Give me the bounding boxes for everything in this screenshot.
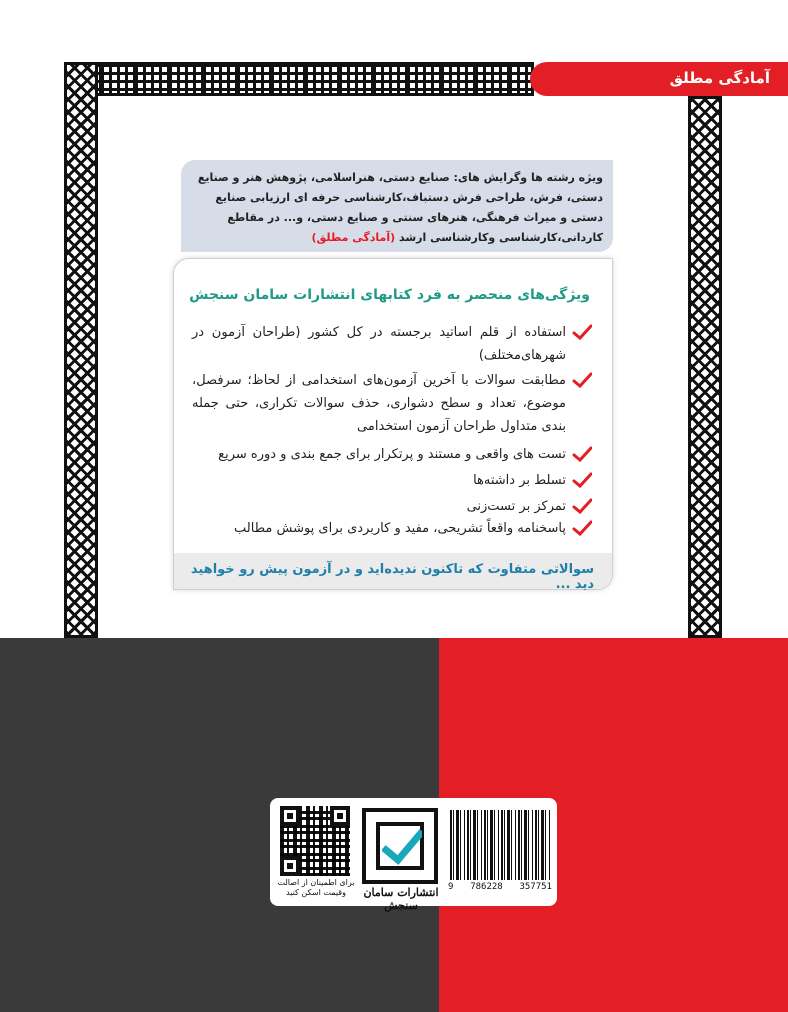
feature-item <box>192 517 592 540</box>
feature-text: پاسخنامه واقعاً تشریحی، مفید و کاربردی برای پوشش مطالب <box>234 521 566 536</box>
qr-caption: برای اطمینان از اصالت وقیمت اسکن کنید <box>277 878 355 897</box>
feature-item <box>192 443 592 466</box>
features-title: ویژگی‌های منحصر به فرد کتابهای انتشارات سامان سنجش <box>189 287 590 303</box>
isbn-number <box>448 882 552 892</box>
slogan-bar <box>174 553 612 592</box>
publisher-name: انتشارات سامان سنجش <box>363 886 439 912</box>
feature-text: تمرکز بر تست‌زنی <box>466 499 566 514</box>
check-icon <box>572 496 592 516</box>
publisher-logo <box>362 808 438 884</box>
isbn-part: 786228 <box>470 882 503 892</box>
feature-text: تسلط بر داشته‌ها <box>473 473 566 488</box>
qr-finder-icon <box>280 806 300 826</box>
frame-top-border <box>64 62 534 96</box>
check-icon <box>572 518 592 538</box>
feature-item <box>192 495 592 518</box>
back-label-card <box>270 798 557 912</box>
feature-text: استفاده از قلم اساتید برجسته در کل کشور (طراحان آزمون در شهرهای‌مختلف) <box>192 325 566 363</box>
feature-item <box>192 321 592 367</box>
check-icon <box>572 370 592 390</box>
info-text: ویژه رشته ها وگرایش های: صنایع دستی، هنراسلامی، پژوهش هنر و صنایع دستی، فرش، طراحی فرش دستباف،کارشناسی حرفه ای ارزیابی صنایع دستی و میراث فرهنگی، هنرهای سنتی و صنایع دستی، و... در مقاطع کاردانی،کارشناسی وکارشناسی ارشد <box>197 171 603 244</box>
frame-left-border <box>64 62 98 638</box>
qr-finder-icon <box>280 856 300 876</box>
isbn-part: 357751 <box>519 882 552 892</box>
info-highlight: (آمادگی مطلق) <box>311 231 396 244</box>
isbn-part: 9 <box>448 882 454 892</box>
barcode <box>450 810 550 880</box>
slogan-text: سوالاتی متفاوت که تاکنون ندیده‌اید و در آزمون پیش رو خواهید دید ... <box>190 562 594 592</box>
feature-text: تست های واقعی و مستند و پرتکرار برای جمع بندی و دوره سریع <box>218 447 566 462</box>
info-box <box>181 160 613 252</box>
check-icon <box>572 322 592 342</box>
top-badge <box>530 62 788 96</box>
qr-finder-icon <box>330 806 350 826</box>
frame-right-border <box>688 96 722 638</box>
feature-item <box>192 369 592 438</box>
feature-item <box>192 469 592 492</box>
features-box <box>173 258 613 590</box>
qr-code[interactable] <box>280 806 350 876</box>
check-icon <box>572 470 592 490</box>
check-icon <box>572 444 592 464</box>
badge-label: آمادگی مطلق <box>669 69 770 87</box>
logo-check-icon <box>382 828 422 868</box>
feature-text: مطابقت سوالات با آخرین آزمون‌های استخدامی از لحاظ؛ سرفصل، موضوع، تعداد و سطح دشواری، حذف سوالات تکراری، حتی جمله بندی متداول طراحان آزمون استخدامی <box>192 373 566 434</box>
